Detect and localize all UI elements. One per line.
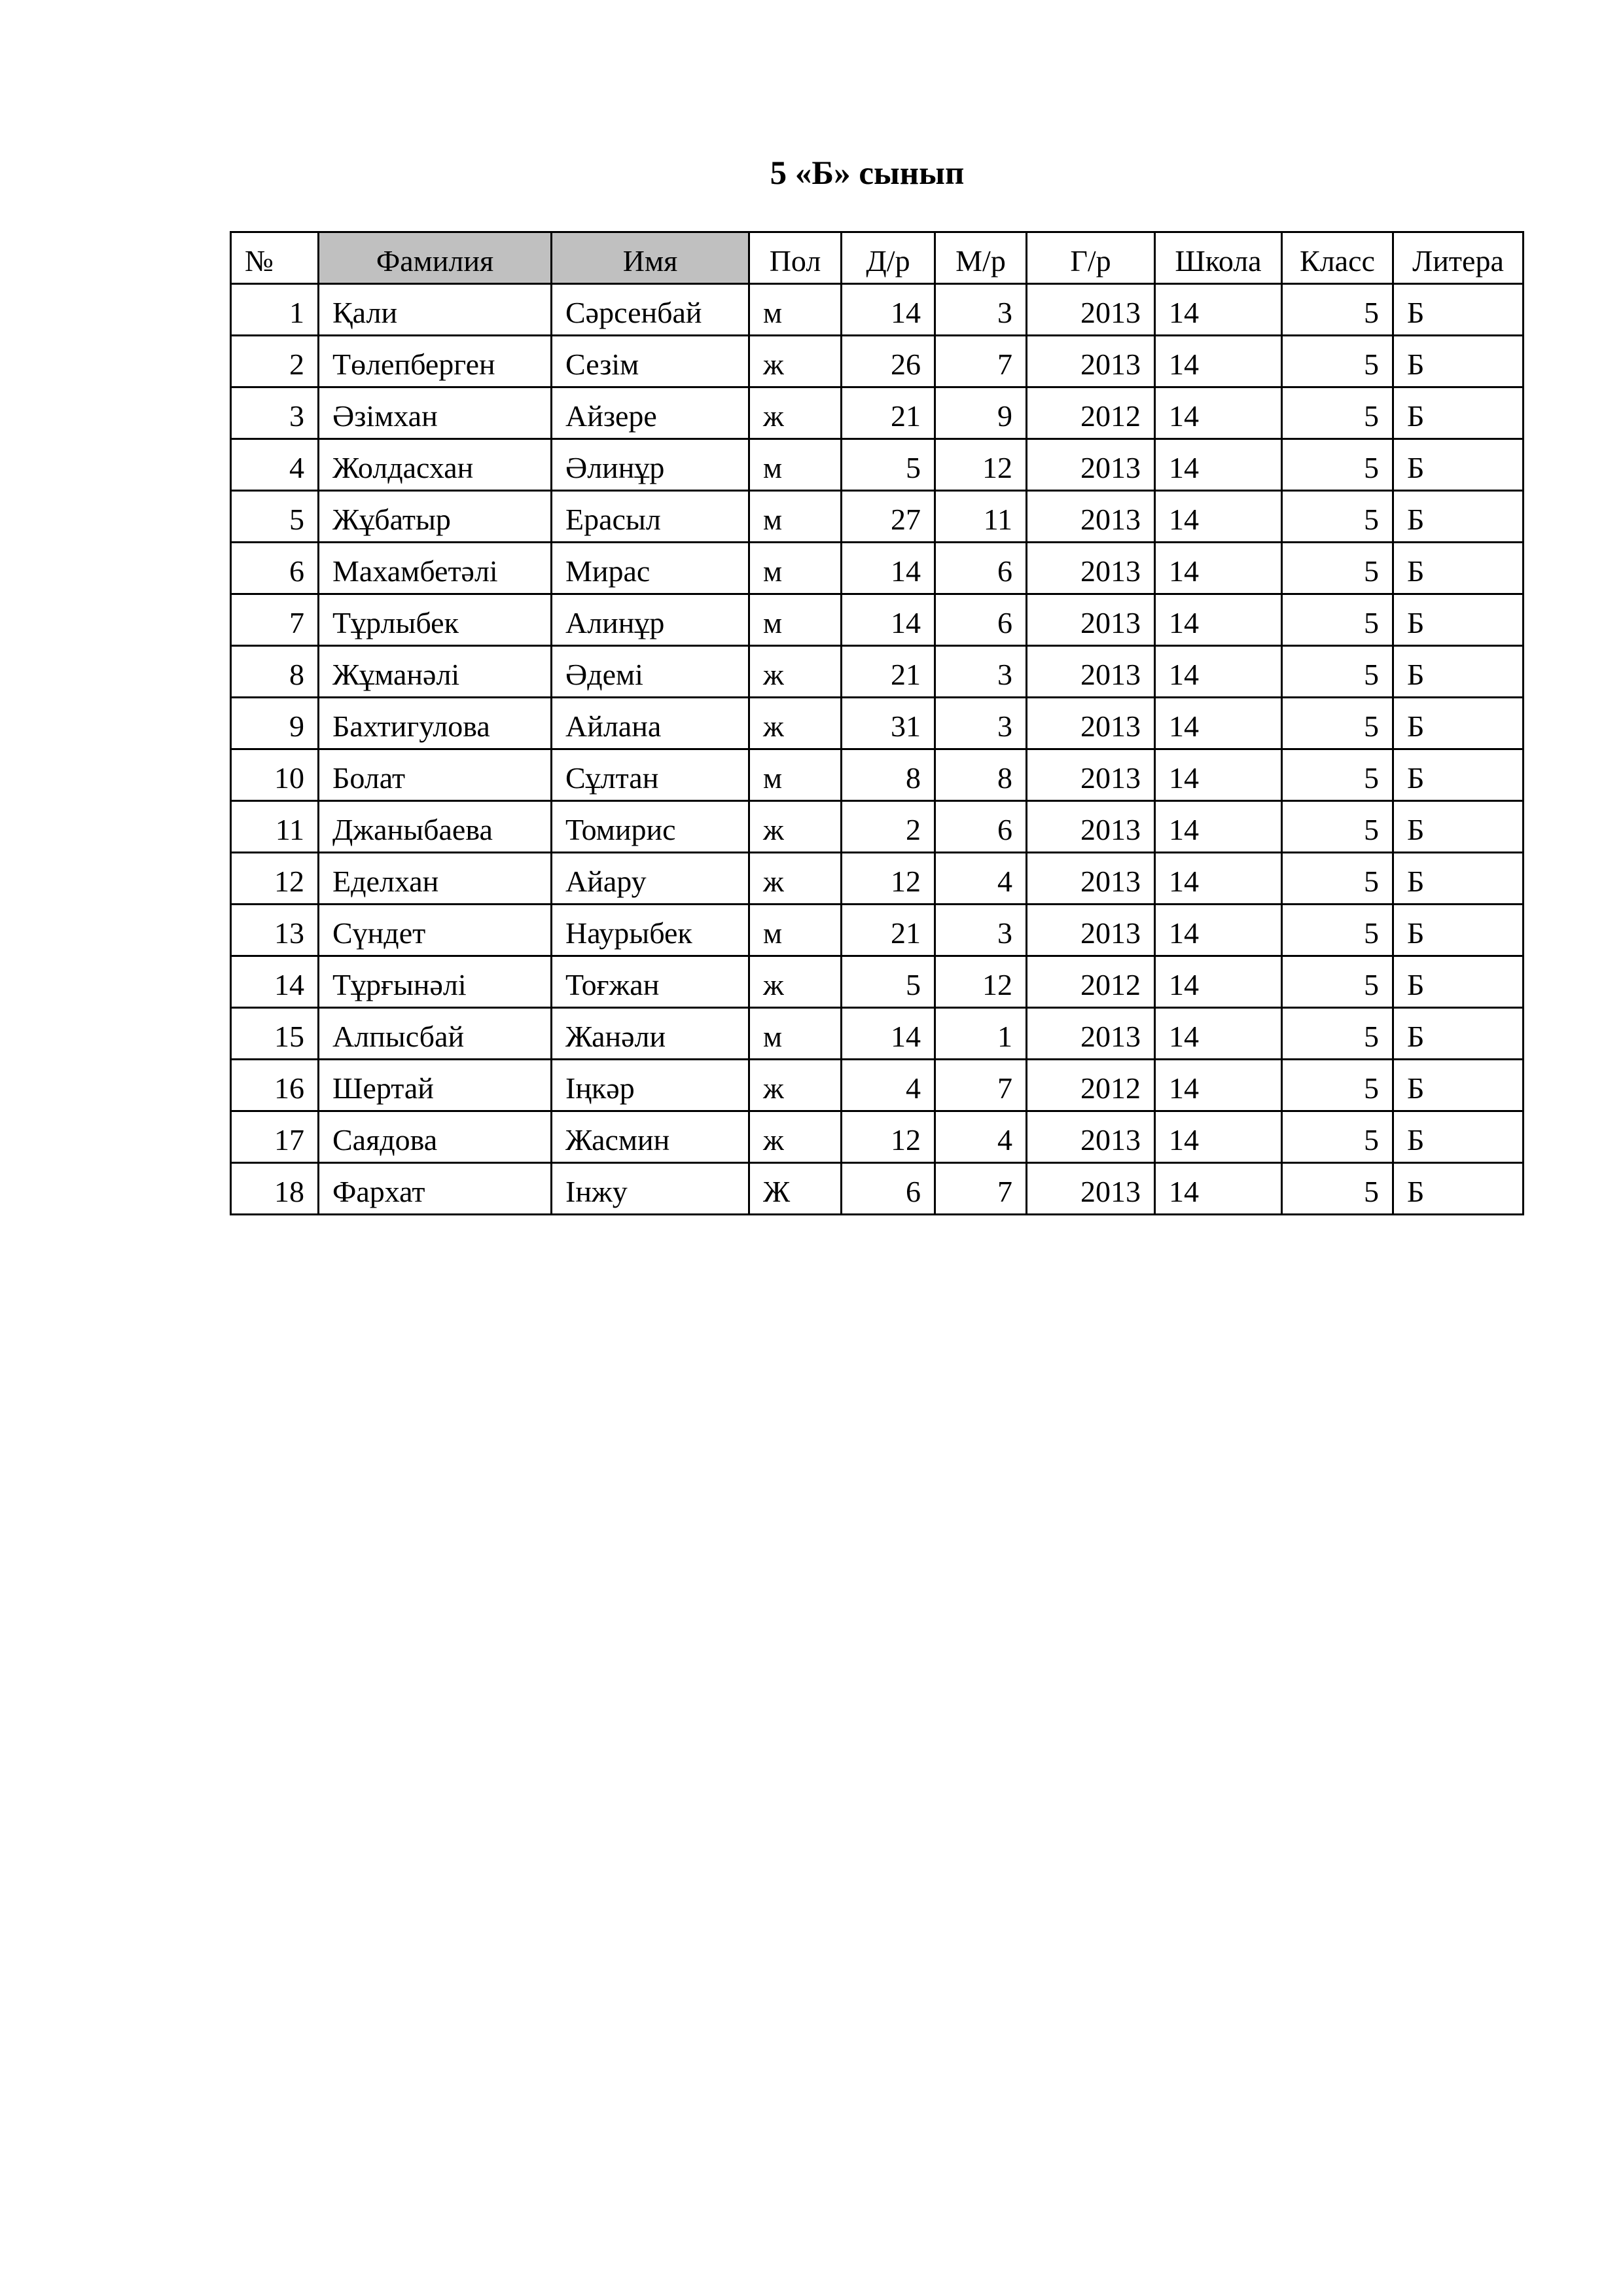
cell-number: 16 (231, 1060, 319, 1111)
cell-number: 6 (231, 543, 319, 594)
cell-birth-month: 12 (935, 956, 1027, 1008)
cell-birth-month: 7 (935, 336, 1027, 387)
cell-gender: м (749, 905, 842, 956)
cell-birth-year: 2013 (1027, 594, 1155, 646)
cell-school: 14 (1155, 387, 1282, 439)
cell-birth-year: 2013 (1027, 1163, 1155, 1215)
cell-surname: Еделхан (319, 853, 552, 905)
cell-gender: ж (749, 387, 842, 439)
cell-name: Әдемі (552, 646, 749, 698)
column-header-grade: Класс (1282, 232, 1393, 284)
cell-gender: ж (749, 956, 842, 1008)
cell-birth-month: 3 (935, 284, 1027, 336)
cell-school: 14 (1155, 543, 1282, 594)
cell-letter: Б (1393, 801, 1524, 853)
cell-surname: Қали (319, 284, 552, 336)
cell-birth-year: 2013 (1027, 543, 1155, 594)
cell-name: Наурыбек (552, 905, 749, 956)
cell-school: 14 (1155, 646, 1282, 698)
table-row (231, 543, 1524, 594)
cell-birth-year: 2013 (1027, 646, 1155, 698)
table-row (231, 801, 1524, 853)
cell-birth-year: 2013 (1027, 905, 1155, 956)
cell-birth-year: 2013 (1027, 491, 1155, 543)
cell-grade: 5 (1282, 853, 1393, 905)
cell-grade: 5 (1282, 1008, 1393, 1060)
cell-surname: Саядова (319, 1111, 552, 1163)
column-header-name: Имя (552, 232, 749, 284)
cell-surname: Әзімхан (319, 387, 552, 439)
cell-birth-day: 27 (842, 491, 935, 543)
cell-birth-year: 2013 (1027, 698, 1155, 749)
table-row (231, 698, 1524, 749)
cell-gender: ж (749, 336, 842, 387)
table-row (231, 1008, 1524, 1060)
cell-school: 14 (1155, 905, 1282, 956)
cell-birth-day: 14 (842, 594, 935, 646)
cell-number: 3 (231, 387, 319, 439)
cell-number: 7 (231, 594, 319, 646)
cell-birth-month: 3 (935, 698, 1027, 749)
cell-surname: Махамбетәлі (319, 543, 552, 594)
table-row (231, 491, 1524, 543)
cell-birth-month: 4 (935, 1111, 1027, 1163)
cell-birth-year: 2013 (1027, 1111, 1155, 1163)
cell-birth-day: 8 (842, 749, 935, 801)
cell-letter: Б (1393, 698, 1524, 749)
cell-grade: 5 (1282, 1163, 1393, 1215)
cell-number: 13 (231, 905, 319, 956)
cell-birth-year: 2013 (1027, 336, 1155, 387)
cell-school: 14 (1155, 439, 1282, 491)
cell-name: Сұлтан (552, 749, 749, 801)
cell-birth-day: 4 (842, 1060, 935, 1111)
cell-gender: ж (749, 801, 842, 853)
table-row (231, 594, 1524, 646)
table-row (231, 646, 1524, 698)
cell-birth-month: 11 (935, 491, 1027, 543)
cell-letter: Б (1393, 905, 1524, 956)
cell-school: 14 (1155, 491, 1282, 543)
cell-birth-month: 9 (935, 387, 1027, 439)
cell-birth-day: 14 (842, 543, 935, 594)
cell-school: 14 (1155, 749, 1282, 801)
cell-gender: м (749, 284, 842, 336)
student-roster-table (230, 231, 1524, 1215)
cell-letter: Б (1393, 1008, 1524, 1060)
cell-birth-day: 2 (842, 801, 935, 853)
cell-birth-day: 12 (842, 1111, 935, 1163)
table-header-row (231, 232, 1524, 284)
cell-letter: Б (1393, 1111, 1524, 1163)
cell-birth-day: 21 (842, 387, 935, 439)
cell-school: 14 (1155, 284, 1282, 336)
cell-birth-month: 3 (935, 646, 1027, 698)
cell-name: Сәрсенбай (552, 284, 749, 336)
cell-birth-day: 31 (842, 698, 935, 749)
cell-gender: м (749, 594, 842, 646)
cell-surname: Төлепберген (319, 336, 552, 387)
cell-name: Інжу (552, 1163, 749, 1215)
column-header-birth-year: Г/р (1027, 232, 1155, 284)
cell-birth-year: 2013 (1027, 801, 1155, 853)
cell-number: 4 (231, 439, 319, 491)
cell-letter: Б (1393, 387, 1524, 439)
cell-letter: Б (1393, 439, 1524, 491)
table-row (231, 439, 1524, 491)
cell-surname: Алпысбай (319, 1008, 552, 1060)
cell-birth-month: 7 (935, 1163, 1027, 1215)
cell-birth-day: 5 (842, 439, 935, 491)
cell-surname: Болат (319, 749, 552, 801)
cell-number: 17 (231, 1111, 319, 1163)
cell-number: 18 (231, 1163, 319, 1215)
cell-birth-year: 2013 (1027, 284, 1155, 336)
cell-birth-month: 1 (935, 1008, 1027, 1060)
cell-grade: 5 (1282, 698, 1393, 749)
cell-birth-year: 2013 (1027, 1008, 1155, 1060)
cell-gender: ж (749, 1111, 842, 1163)
cell-surname: Шертай (319, 1060, 552, 1111)
cell-school: 14 (1155, 594, 1282, 646)
cell-birth-year: 2012 (1027, 1060, 1155, 1111)
table-row (231, 905, 1524, 956)
cell-birth-day: 12 (842, 853, 935, 905)
cell-name: Әлинұр (552, 439, 749, 491)
cell-number: 12 (231, 853, 319, 905)
cell-number: 2 (231, 336, 319, 387)
cell-grade: 5 (1282, 646, 1393, 698)
table-row (231, 853, 1524, 905)
cell-school: 14 (1155, 801, 1282, 853)
cell-birth-year: 2013 (1027, 439, 1155, 491)
cell-grade: 5 (1282, 543, 1393, 594)
cell-number: 10 (231, 749, 319, 801)
cell-grade: 5 (1282, 336, 1393, 387)
cell-birth-month: 7 (935, 1060, 1027, 1111)
cell-gender: м (749, 749, 842, 801)
cell-birth-month: 6 (935, 594, 1027, 646)
table-row (231, 387, 1524, 439)
cell-number: 11 (231, 801, 319, 853)
cell-birth-day: 6 (842, 1163, 935, 1215)
table-row (231, 749, 1524, 801)
cell-birth-day: 21 (842, 646, 935, 698)
cell-surname: Фархат (319, 1163, 552, 1215)
cell-birth-month: 8 (935, 749, 1027, 801)
cell-school: 14 (1155, 956, 1282, 1008)
cell-number: 9 (231, 698, 319, 749)
cell-gender: м (749, 491, 842, 543)
cell-gender: Ж (749, 1163, 842, 1215)
cell-letter: Б (1393, 956, 1524, 1008)
cell-gender: м (749, 1008, 842, 1060)
cell-school: 14 (1155, 1163, 1282, 1215)
cell-gender: ж (749, 853, 842, 905)
cell-birth-month: 6 (935, 543, 1027, 594)
cell-birth-day: 26 (842, 336, 935, 387)
cell-birth-day: 5 (842, 956, 935, 1008)
column-header-birth-day: Д/р (842, 232, 935, 284)
cell-grade: 5 (1282, 1060, 1393, 1111)
cell-number: 5 (231, 491, 319, 543)
cell-grade: 5 (1282, 491, 1393, 543)
cell-surname: Сүндет (319, 905, 552, 956)
cell-name: Айару (552, 853, 749, 905)
cell-grade: 5 (1282, 749, 1393, 801)
cell-school: 14 (1155, 1111, 1282, 1163)
cell-letter: Б (1393, 543, 1524, 594)
cell-surname: Жұманәлі (319, 646, 552, 698)
cell-school: 14 (1155, 1008, 1282, 1060)
cell-school: 14 (1155, 1060, 1282, 1111)
cell-name: Жанәли (552, 1008, 749, 1060)
cell-name: Томирис (552, 801, 749, 853)
cell-birth-day: 14 (842, 284, 935, 336)
cell-grade: 5 (1282, 439, 1393, 491)
cell-number: 15 (231, 1008, 319, 1060)
cell-birth-month: 3 (935, 905, 1027, 956)
cell-name: Айлана (552, 698, 749, 749)
cell-birth-year: 2013 (1027, 853, 1155, 905)
cell-name: Іңкәр (552, 1060, 749, 1111)
cell-number: 1 (231, 284, 319, 336)
cell-name: Айзере (552, 387, 749, 439)
cell-letter: Б (1393, 336, 1524, 387)
cell-grade: 5 (1282, 801, 1393, 853)
cell-gender: ж (749, 1060, 842, 1111)
cell-name: Тоғжан (552, 956, 749, 1008)
cell-birth-year: 2013 (1027, 749, 1155, 801)
cell-name: Мирас (552, 543, 749, 594)
cell-grade: 5 (1282, 905, 1393, 956)
cell-letter: Б (1393, 1163, 1524, 1215)
column-header-surname: Фамилия (319, 232, 552, 284)
cell-surname: Тұрғынәлі (319, 956, 552, 1008)
cell-birth-month: 12 (935, 439, 1027, 491)
cell-letter: Б (1393, 646, 1524, 698)
cell-grade: 5 (1282, 387, 1393, 439)
page-title: 5 «Б» сынып (770, 155, 965, 192)
cell-birth-month: 6 (935, 801, 1027, 853)
cell-letter: Б (1393, 284, 1524, 336)
cell-surname: Жұбатыр (319, 491, 552, 543)
cell-letter: Б (1393, 594, 1524, 646)
cell-grade: 5 (1282, 1111, 1393, 1163)
cell-school: 14 (1155, 853, 1282, 905)
table-body (231, 284, 1524, 1215)
cell-name: Ерасыл (552, 491, 749, 543)
cell-letter: Б (1393, 1060, 1524, 1111)
cell-surname: Бахтигулова (319, 698, 552, 749)
cell-gender: ж (749, 698, 842, 749)
column-header-letter: Литера (1393, 232, 1524, 284)
cell-birth-day: 21 (842, 905, 935, 956)
table-row (231, 284, 1524, 336)
column-header-number: № (231, 232, 319, 284)
cell-letter: Б (1393, 749, 1524, 801)
cell-gender: ж (749, 646, 842, 698)
cell-name: Алинұр (552, 594, 749, 646)
table-row (231, 956, 1524, 1008)
cell-birth-year: 2012 (1027, 387, 1155, 439)
cell-school: 14 (1155, 336, 1282, 387)
table-row (231, 1163, 1524, 1215)
cell-number: 14 (231, 956, 319, 1008)
cell-number: 8 (231, 646, 319, 698)
table-row (231, 1111, 1524, 1163)
cell-school: 14 (1155, 698, 1282, 749)
cell-gender: м (749, 543, 842, 594)
cell-letter: Б (1393, 491, 1524, 543)
column-header-birth-month: М/р (935, 232, 1027, 284)
column-header-gender: Пол (749, 232, 842, 284)
cell-surname: Жолдасхан (319, 439, 552, 491)
cell-name: Сезім (552, 336, 749, 387)
cell-grade: 5 (1282, 284, 1393, 336)
cell-grade: 5 (1282, 594, 1393, 646)
cell-surname: Тұрлыбек (319, 594, 552, 646)
column-header-school: Школа (1155, 232, 1282, 284)
cell-grade: 5 (1282, 956, 1393, 1008)
cell-surname: Джаныбаева (319, 801, 552, 853)
cell-birth-year: 2012 (1027, 956, 1155, 1008)
cell-letter: Б (1393, 853, 1524, 905)
cell-name: Жасмин (552, 1111, 749, 1163)
table-row (231, 1060, 1524, 1111)
cell-gender: м (749, 439, 842, 491)
cell-birth-day: 14 (842, 1008, 935, 1060)
cell-birth-month: 4 (935, 853, 1027, 905)
table-row (231, 336, 1524, 387)
